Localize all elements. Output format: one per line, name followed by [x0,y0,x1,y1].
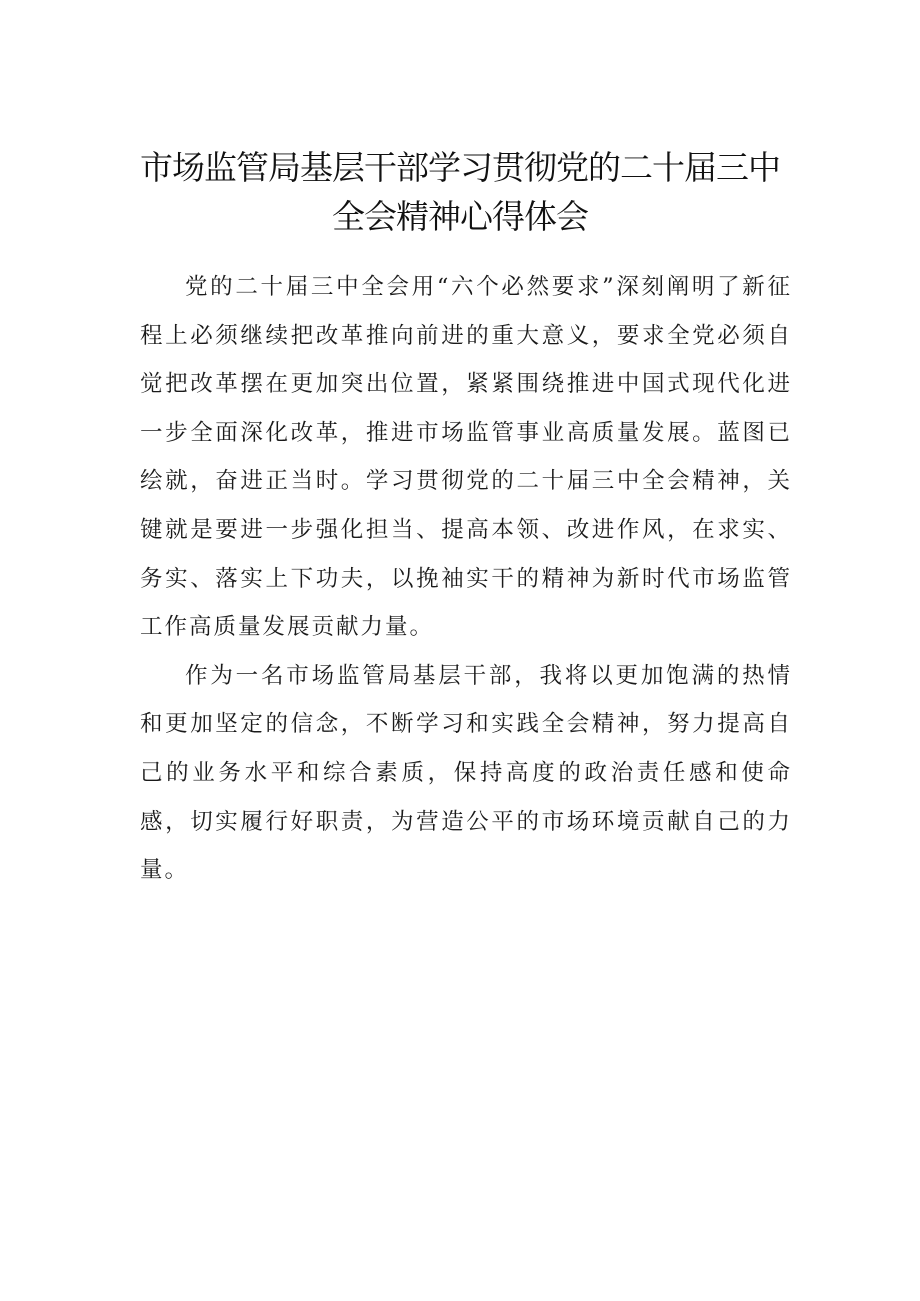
document-body [140,263,792,895]
body-paragraph-2: 作为一名市场监管局基层干部，我将以更加饱满的热情和更加坚定的信念，不断学习和实践全会精神，努力提高自己的业务水平和综合素质，保持高度的政治责任感和使命感，切实履行好职责，为营造公平的市场环境贡献自己的力量。 [140,662,792,884]
body-paragraph-1: 党的二十届三中全会用“六个必然要求”深刻阐明了新征程上必须继续把改革推向前进的重大意义，要求全党必须自觉把改革摆在更加突出位置，紧紧围绕推进中国式现代化进一步全面深化改革，推进市场监管事业高质量发展。蓝图已绘就，奋进正当时。学习贯彻党的二十届三中全会精神，关键就是要进一步强化担当、提高本领、改进作风，在求实、务实、落实上下功夫，以挽袖实干的精神为新时代市场监管工作高质量发展贡献力量。 [140,274,792,641]
document-title: 市场监管局基层干部学习贯彻党的二十届三中全会精神心得体会 [140,148,780,236]
